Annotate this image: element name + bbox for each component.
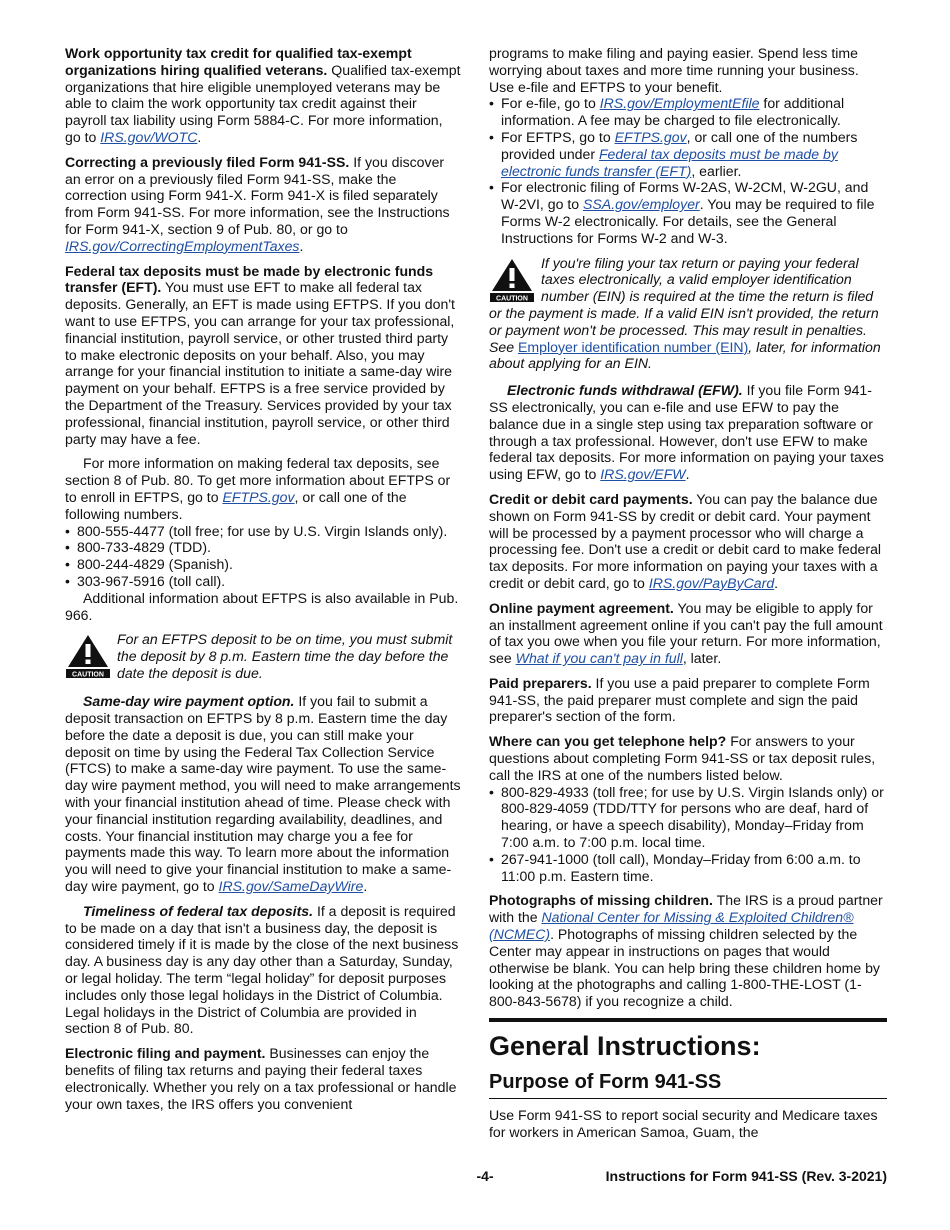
eft-heading: Federal tax deposits must be made by electronic funds transfer (EFT). <box>65 262 434 296</box>
efile-post: for additional information. A fee may be charged to file electronically. <box>501 95 845 129</box>
phone-body: For answers to your questions about completing Form 941-SS or tax deposit rules, call the IRS at one of the numbers listed below. <box>489 733 876 783</box>
sameday-heading: Same-day wire payment option. <box>83 693 295 710</box>
efiling-heading: Electronic filing and payment. <box>65 1045 266 1062</box>
eftps-number-2: 800-733-4829 (TDD). <box>77 539 211 556</box>
efw-end: . <box>685 466 690 483</box>
efw-link[interactable]: IRS.gov/EFW <box>600 466 686 483</box>
cant-pay-link[interactable]: What if you can't pay in full <box>515 650 683 667</box>
list-item: • 267-941-1000 (toll call), Monday–Friday from 6:00 a.m. to 11:00 p.m. Eastern time. <box>489 850 861 884</box>
list-item: • For electronic filing of Forms W-2AS, W-2CM, W-2GU, and W-2VI, go to SSA.gov/employer. You may be required to file Forms W-2 electronically. For details, see the General Instructions for Forms W-2 and W-3. <box>489 179 875 246</box>
missing-post: . Photographs of missing children selected by the Center may appear in instructions on pages that would otherwise be blank. You can help bring these children home by looking at the photographs and calling 1-800-THE-LOST (1-800-843-5678) if you recognize a child. <box>489 926 880 1010</box>
eftps-number-3: 800-244-4829 (Spanish). <box>77 556 233 573</box>
wotc-end: . <box>197 128 202 145</box>
phone-paragraph <box>489 733 887 783</box>
efiling-paragraph <box>65 1045 462 1112</box>
page-number: -4- <box>476 1168 494 1184</box>
left-column <box>65 45 462 1120</box>
online-paragraph <box>489 600 887 667</box>
preparers-paragraph <box>489 675 887 725</box>
efw-paragraph <box>489 382 887 483</box>
additional-paragraph: Additional information about EFTPS is also available in Pub. 966. <box>65 589 459 623</box>
card-end: . <box>774 574 779 591</box>
preparers-heading: Paid preparers. <box>489 674 592 691</box>
preparers-body: If you use a paid preparer to complete Form 941-SS, the paid preparer must complete and sign the paid preparer's section of the form. <box>489 674 870 725</box>
correcting-paragraph <box>65 154 462 255</box>
wotc-heading: Work opportunity tax credit for qualified tax-exempt organizations hiring qualified veterans. <box>65 45 412 78</box>
list-item: • 800-244-4829 (Spanish). <box>65 556 233 573</box>
timeliness-heading: Timeliness of federal tax deposits. <box>83 902 314 919</box>
list-item: • For EFTPS, go to EFTPS.gov, or call one of the numbers provided under Federal tax deposits must be made by electronic funds transfer (EFT), earlier. <box>489 128 858 179</box>
paybycard-link[interactable]: IRS.gov/PayByCard <box>648 574 775 591</box>
w2-pre: For electronic filing of Forms W-2AS, W-2CM, W-2GU, and W-2VI, go to <box>501 179 869 213</box>
sameday-paragraph <box>65 693 462 895</box>
caution-icon-label: CAUTION <box>496 295 528 303</box>
caution-icon-label: CAUTION <box>72 671 104 679</box>
efile-pre: For e-file, go to <box>501 95 600 112</box>
list-item: • For e-file, go to IRS.gov/EmploymentEfile for additional information. A fee may be charged to file electronically. <box>489 95 845 129</box>
efw-body: If you file Form 941-SS electronically, you can e-file and use EFW to pay the balance due in a single step using tax preparation software or through a tax professional. However, don't use EFW to make federal tax deposits. For more information on paying your taxes using EFW, go to <box>489 382 884 483</box>
missing-paragraph <box>489 892 887 1010</box>
ssa-employer-link[interactable]: SSA.gov/employer <box>583 196 700 213</box>
more-info-body: For more information on making federal tax deposits, see section 8 of Pub. 80. To get more information about EFTPS or to enroll in EFTPS, go to <box>65 455 451 505</box>
correcting-link[interactable]: IRS.gov/CorrectingEmploymentTaxes <box>65 237 300 254</box>
caution-icon <box>65 633 111 679</box>
efw-heading: Electronic funds withdrawal (EFW). <box>507 382 743 399</box>
phone-number-2: 267-941-1000 (toll call), Monday–Friday from 6:00 a.m. to 11:00 p.m. Eastern time. <box>501 850 861 884</box>
purpose-body: Use Form 941-SS to report social security and Medicare taxes for workers in American Samoa, Guam, the <box>489 1107 878 1140</box>
caution-ein-pre: If you're filing your tax return or paying your federal taxes electronically, a valid employer identification number (EIN) is required at the time the return is filed or the payment is made. If a valid EIN isn't provided, the return or payment won't be processed. This may result in penalties. See <box>489 254 879 355</box>
more-info-end: , or call one of the following numbers. <box>65 488 407 522</box>
correcting-end: . <box>299 237 304 254</box>
missing-pre: The IRS is a proud partner with the <box>489 892 883 926</box>
caution-icon <box>489 257 535 303</box>
correcting-heading: Correcting a previously filed Form 941-SS. <box>65 153 350 170</box>
purpose-title: Purpose of Form 941-SS <box>489 1070 887 1099</box>
eftps-link[interactable]: EFTPS.gov <box>222 488 295 505</box>
missing-heading: Photographs of missing children. <box>489 892 713 909</box>
purpose-heading-wrap <box>489 1070 887 1099</box>
list-item: • 800-829-4933 (toll free; for use by U.S. Virgin Islands only) or 800-829-4059 (TDD/TTY for persons who are deaf, hard of hearing, or have a speech disability), Monday–Friday from 7:00 a.m. to 7:00 p.m. local time. <box>489 783 884 851</box>
eftps-gov-link[interactable]: EFTPS.gov <box>614 128 687 145</box>
sameday-link[interactable]: IRS.gov/SameDayWire <box>218 878 364 895</box>
online-body: You may be eligible to apply for an installment agreement online if you can't pay the full amount of tax you owe when you file your return. For more information, see <box>489 599 883 667</box>
card-heading: Credit or debit card payments. <box>489 490 693 507</box>
card-paragraph <box>489 491 887 592</box>
phone-heading: Where can you get telephone help? <box>489 733 727 750</box>
wotc-body: Qualified tax-exempt organizations that hire eligible unemployed veterans may be able to claim the work opportunity tax credit against their payroll tax liability using Form 5884-C. For more information, go to <box>65 61 461 145</box>
phone-number-1: 800-829-4933 (toll free; for use by U.S. Virgin Islands only) or 800-829-4059 (TDD/TTY for persons who are deaf, hard of hearing, or have a speech disability), Monday–Friday from 7:00 a.m. to 7:00 p.m. local time. <box>501 783 884 851</box>
eftps-post: , earlier. <box>691 162 742 179</box>
list-item: • 800-733-4829 (TDD). <box>65 539 211 556</box>
timeliness-paragraph <box>65 903 462 1037</box>
timeliness-body: If a deposit is required to be made on a day that isn't a business day, the deposit is considered timely if it is made by the close of the next business day. A business day is any day other than a Saturday, Sunday, or legal holiday. The term “legal holiday” for deposit purposes includes only those legal holidays in the District of Columbia. Legal holidays in the District of Columbia are provided in section 8 of Pub. 80. <box>65 902 459 1037</box>
efiling-body: Businesses can enjoy the benefits of filing tax returns and paying their federal taxes electronically. Whether you rely on a tax professional or handle your own taxes, the IRS offers you convenient <box>65 1045 457 1112</box>
eft-paragraph <box>65 263 462 448</box>
eftps-number-4: 303-967-5916 (toll call). <box>77 572 226 589</box>
eft-section-link[interactable]: Federal tax deposits must be made by electronic funds transfer (EFT) <box>501 145 838 179</box>
sameday-end: . <box>363 878 368 895</box>
caution-note <box>65 631 462 683</box>
ncmec-link[interactable]: National Center for Missing & Exploited Children® (NCMEC) <box>489 909 854 943</box>
online-end: , later. <box>682 650 722 667</box>
page-footer <box>65 1168 887 1188</box>
caution-ein-text <box>489 255 887 373</box>
efiling-continued: programs to make filing and paying easier. Spend less time worrying about taxes and more time running your business. Use e-file and EFTPS to your benefit. <box>489 45 859 95</box>
list-item: • 303-967-5916 (toll call). <box>65 572 226 589</box>
w2-post: . You may be required to file Forms W-2 electronically. For details, see the General Instructions for Forms W-2 and W-3. <box>501 196 875 246</box>
section-rule <box>489 1018 887 1022</box>
list-item: • 800-555-4477 (toll free; for use by U.S. Virgin Islands only). <box>65 522 448 539</box>
caution-note-ein <box>489 255 887 373</box>
caution-ein-post: , later, for information about applying for an EIN. <box>489 338 881 372</box>
footer-title: Instructions for Form 941-SS (Rev. 3-2021) <box>605 1168 887 1184</box>
wotc-link[interactable]: IRS.gov/WOTC <box>100 128 198 145</box>
card-body: You can pay the balance due shown on Form 941-SS by credit or debit card. Your payment will be processed by a payment processor who will charge a processing fee. Don't use a credit or debit card to make federal tax deposits. For more information on paying your taxes with a credit or debit card, go to <box>489 490 882 591</box>
eft-body: You must use EFT to make all federal tax deposits. Generally, an EFT is made using EFTPS. If you don't want to use EFTPS, you can arrange for your tax professional, financial institution, payroll service, or other trusted third party to make electronic deposits on your behalf. Also, you may arrange for your financial institution to initiate a same-day wire payment on your behalf. EFTPS is a free service provided by the Department of the Treasury. Services provided by your tax professional, financial institution, payroll service, or other third party may have a fee. <box>65 279 455 447</box>
eftps-number-1: 800-555-4477 (toll free; for use by U.S. Virgin Islands only). <box>77 522 448 539</box>
efile-link[interactable]: IRS.gov/EmploymentEfile <box>599 95 760 112</box>
online-heading: Online payment agreement. <box>489 599 674 616</box>
right-column <box>489 45 887 1149</box>
wotc-paragraph <box>65 45 462 146</box>
ein-link[interactable]: Employer identification number (EIN) <box>518 338 749 355</box>
caution-text: For an EFTPS deposit to be on time, you must submit the deposit by 8 p.m. Eastern time the day before the date the deposit is due. <box>117 631 453 681</box>
more-info-paragraph <box>65 455 462 522</box>
eftps-pre: For EFTPS, go to <box>501 128 615 145</box>
eftps-mid: , or call one of the numbers provided under <box>501 128 858 162</box>
sameday-body: If you fail to submit a deposit transaction on EFTPS by 8 p.m. Eastern time the day before the date a deposit is due, you can still make your deposit on time by using the Federal Tax Collection Service (FTCS) to make a same-day wire payment. To use the same-day wire payment method, you will need to make arrangements with your financial institution ahead of time. Please check with your financial institution regarding availability, deadlines, and costs. Your financial institution may charge you a fee for payments made this way. To learn more about the information you will need to give your financial institution to make a same-day wire payment, go to <box>65 693 461 895</box>
correcting-body: If you discover an error on a previously filed Form 941-SS, make the correction using Form 941-X. Form 941-X is filed separately from Form 941-SS. For more information, see the Instructions for Form 941-X, section 9 of Pub. 80, or go to <box>65 153 450 237</box>
general-instructions-title: General Instructions: <box>489 1031 761 1062</box>
